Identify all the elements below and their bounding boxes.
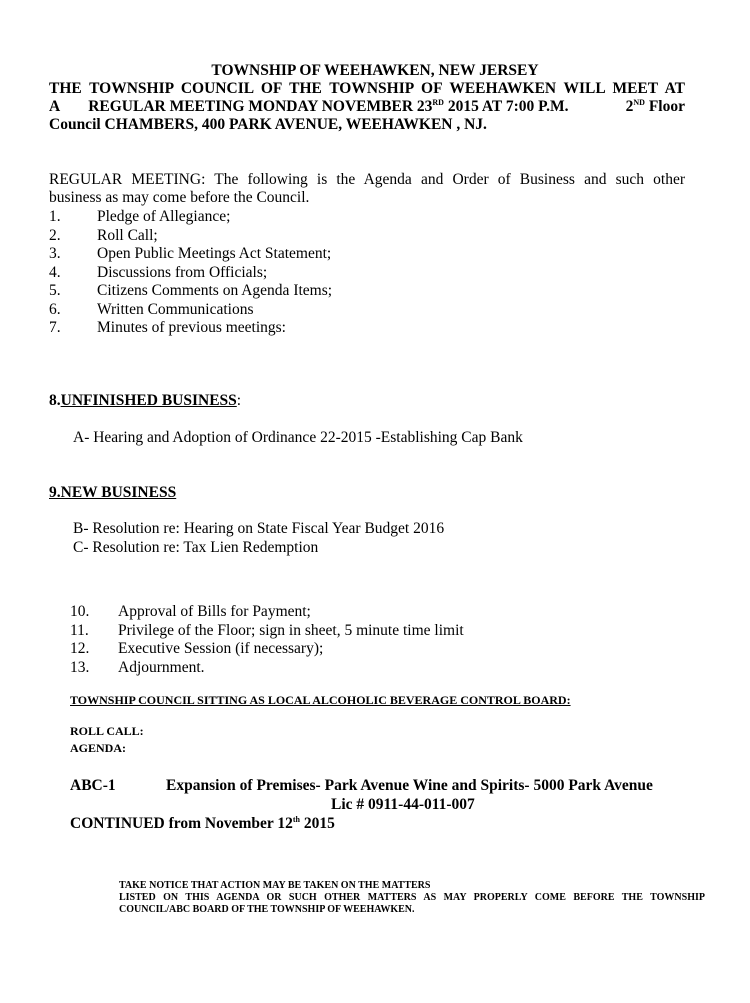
later-agenda-list: 10. Approval of Bills for Payment; 11. Privilege of the Floor; sign in sheet, 5 minute time limit 12. Executive Session (if necessary); 13. Adjournment.	[70, 603, 464, 676]
new-business-item-b: B- Resolution re: Hearing on State Fiscal Year Budget 2016	[73, 520, 445, 537]
header-location-line: Council CHAMBERS, 400 PARK AVENUE, WEEHAWKEN , NJ.	[49, 116, 487, 133]
intro-line-2: business as may come before the Council.	[49, 189, 310, 206]
header-date-b: REGULAR MEETING MONDAY NOVEMBER 23	[88, 98, 433, 115]
abc-agenda-label: AGENDA:	[70, 741, 126, 755]
intro-line-1: REGULAR MEETING: The following is the Agenda and Order of Business and such other	[49, 171, 685, 188]
notice-line-1: TAKE NOTICE THAT ACTION MAY BE TAKEN ON THE MATTERS	[119, 880, 431, 891]
notice-line-3: COUNCIL/ABC BOARD OF THE TOWNSHIP OF WEEHAWKEN.	[119, 904, 415, 915]
abc-item-id: ABC-1	[70, 777, 116, 794]
abc-continued: CONTINUED from November 12th 2015	[70, 815, 335, 832]
header-date-c: 2015 AT 7:00 P.M.	[443, 98, 569, 115]
header-meeting-line: THE TOWNSHIP COUNCIL OF THE TOWNSHIP OF WEEHAWKEN WILL MEET AT	[49, 80, 685, 97]
abc-item-text: Expansion of Premises- Park Avenue Wine and Spirits- 5000 Park Avenue	[166, 777, 653, 794]
abc-board-heading: TOWNSHIP COUNCIL SITTING AS LOCAL ALCOHOLIC BEVERAGE CONTROL BOARD:	[70, 693, 571, 707]
header-date-line	[49, 97, 685, 116]
unfinished-item-a: A- Hearing and Adoption of Ordinance 22-2015 -Establishing Cap Bank	[73, 429, 523, 446]
header-floor: 2ND Floor	[625, 98, 685, 115]
new-business-heading: 9.NEW BUSINESS	[49, 484, 177, 501]
abc-roll-call: ROLL CALL:	[70, 724, 144, 738]
unfinished-business-heading: 8.UNFINISHED BUSINESS:	[49, 392, 242, 409]
notice-line-2: LISTED ON THIS AGENDA OR SUCH OTHER MATTERS AS MAY PROPERLY COME BEFORE THE TOWNSHIP	[119, 892, 705, 903]
abc-license: Lic # 0911-44-011-007	[331, 796, 475, 813]
header-township-title: TOWNSHIP OF WEEHAWKEN, NEW JERSEY	[211, 62, 539, 79]
header-date-sup1: RD	[432, 98, 444, 107]
agenda-list: 1. Pledge of Allegiance; 2. Roll Call; 3. Open Public Meetings Act Statement; 4. Discussions from Officials; 5. Citizens Comments on Agenda Items; 6. Written Communications 7. Minutes of previous meetings:	[49, 208, 333, 336]
new-business-item-c: C- Resolution re: Tax Lien Redemption	[73, 539, 319, 556]
header-date-a: A	[49, 98, 61, 115]
